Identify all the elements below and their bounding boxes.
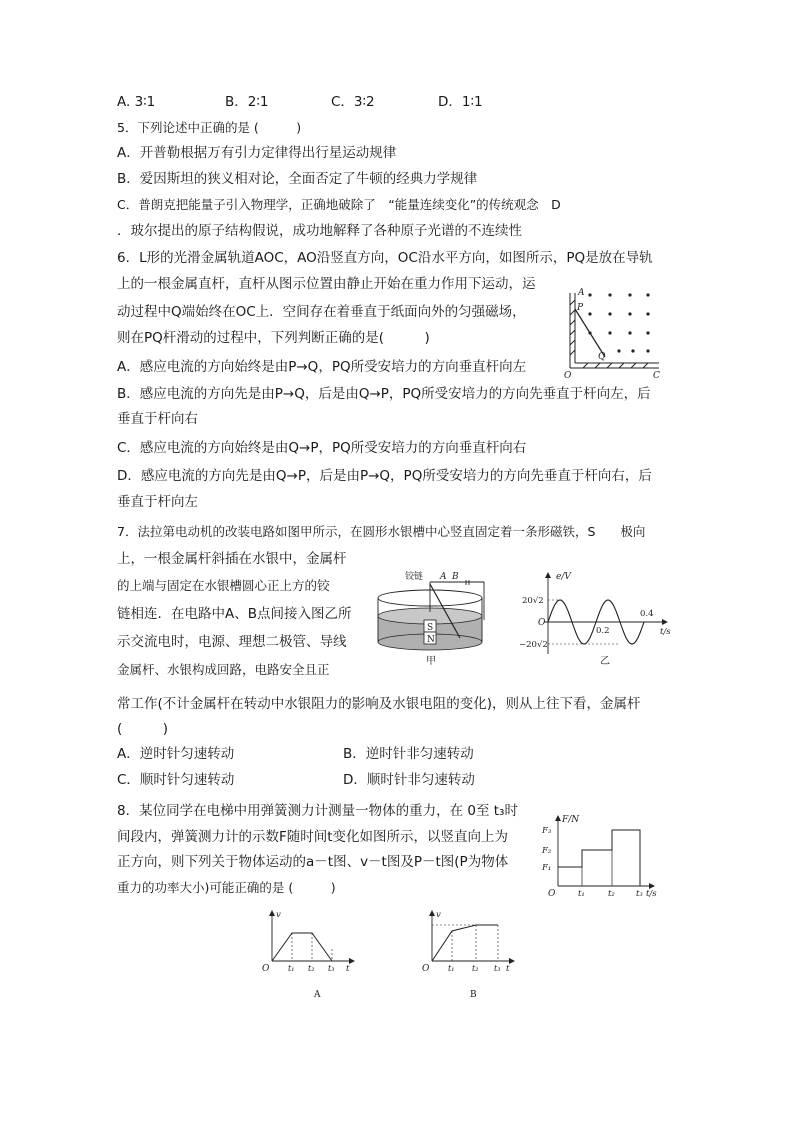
q6-label-q: Q <box>598 352 606 362</box>
q8-a-t1: t₁ <box>288 964 295 973</box>
q6-option-d-line2: 垂直于杆向左 <box>117 494 198 510</box>
q5-option-c: C．普朗克把能量子引入物理学，正确地破除了 “能量连续变化”的传统观念 D <box>117 197 561 212</box>
q8-b-t1: t₁ <box>448 964 455 973</box>
q7-yi-yneg: −20√2 <box>519 640 548 650</box>
q7-option-b: B．逆时针非匀速转动 <box>343 746 474 762</box>
q7-stem-line8: ( ) <box>117 721 169 737</box>
q8-stem-line4: 重力的功率大小)可能正确的是 ( ) <box>117 880 336 895</box>
q5-option-b: B．爱因斯坦的狭义相对论，全面否定了牛顿的经典力学规律 <box>117 171 478 187</box>
q6-label-c: C <box>653 371 660 380</box>
q8-stem-line2: 间段内，弹簧测力计的示数F随时间t变化如图所示，以竖直向上为 <box>117 829 509 845</box>
q8-f2-label: F₂ <box>542 846 552 856</box>
q8-f-ylabel: F/N <box>562 815 580 825</box>
q8-option-b-vt-figure <box>418 905 518 1005</box>
q7-option-a: A．逆时针匀速转动 <box>117 746 235 762</box>
q7-fig-yi-caption: 乙 <box>600 656 610 667</box>
q8-force-time-figure <box>540 812 665 900</box>
q8-b-t3: t₃ <box>494 964 501 973</box>
q8-f-t1: t₁ <box>578 889 585 899</box>
q8-b-t2: t₂ <box>472 964 479 973</box>
q8-f3-label: F₃ <box>542 826 552 836</box>
q5-option-a: A．开普勒根据万有引力定律得出行星运动规律 <box>117 145 397 161</box>
q7-stem-line2: 上，一根金属杆斜插在水银中，金属杆 <box>117 551 347 567</box>
q6-stem-line2: 上的一根金属直杆，直杆从图示位置由静止开始在重力作用下运动，运 <box>117 276 536 292</box>
q6-option-b-line2: 垂直于杆向右 <box>117 411 198 427</box>
q8-b-xlabel: t <box>506 964 510 974</box>
q8-option-a-vt-figure <box>258 905 358 1005</box>
q8-b-ylabel: v <box>436 910 441 920</box>
q6-stem-line4: 则在PQ杆滑动的过程中，下列判断正确的是( ) <box>117 330 430 346</box>
q7-yi-origin: O <box>538 618 546 628</box>
q7-option-d: D．顺时针非匀速转动 <box>343 772 475 788</box>
q7-ac-waveform-figure <box>518 568 678 668</box>
q7-yi-t2: 0.4 <box>640 609 654 619</box>
q7-yi-ylabel: e/V <box>556 572 571 582</box>
q8-f-t2: t₂ <box>608 889 615 899</box>
q8-a-caption: A <box>314 990 321 1000</box>
q8-f-xlabel: t/s <box>646 889 657 899</box>
q7-fig-jia-caption: 甲 <box>426 656 436 667</box>
q8-f1-label: F₁ <box>542 863 552 873</box>
q8-stem-line1: 8．某位同学在电梯中用弹簧测力计测量一物体的重力，在 0至 t₃时 <box>117 803 518 819</box>
q5-stem: 5．下列论述中正确的是 ( ) <box>117 120 302 135</box>
q7-yi-xlabel: t/s <box>660 627 671 637</box>
q6-option-b-line1: B．感应电流的方向先是由P→Q，后是由Q→P，PQ所受安培力的方向先垂直于杆向左，后 <box>117 386 651 402</box>
q7-mercury-tank-figure <box>372 568 500 668</box>
q6-option-d-line1: D．感应电流的方向先是由Q→P，后是由P→Q，PQ所受安培力的方向先垂直于杆向右，后 <box>117 468 652 484</box>
q8-b-origin: O <box>422 964 430 974</box>
q4-option-b: B．2∶1 <box>225 94 269 110</box>
q7-magnet-s-label: S <box>427 623 434 633</box>
q4-option-a: A. 3∶1 <box>117 94 156 110</box>
q4-option-d: D．1∶1 <box>438 94 483 110</box>
q8-stem-line3: 正方向，则下列关于物体运动的a－t图、v－t图及P－t图(P为物体 <box>117 854 509 870</box>
q6-option-c: C．感应电流的方向始终是由Q→P，PQ所受安培力的方向垂直杆向右 <box>117 440 527 456</box>
q8-b-caption: B <box>470 990 477 1000</box>
q6-option-a: A．感应电流的方向始终是由P→Q，PQ所受安培力的方向垂直杆向左 <box>117 359 527 375</box>
q7-stem-line4: 链相连．在电路中A、B点间接入图乙所 <box>117 606 352 622</box>
q7-stem-line6: 金属杆、水银构成回路，电路安全且正 <box>117 662 330 677</box>
q5-option-d: ．玻尔提出的原子结构假说，成功地解释了各种原子光谱的不连续性 <box>117 223 522 239</box>
q6-stem-line3: 动过程中Q端始终在OC上．空间存在着垂直于纸面向外的匀强磁场， <box>117 304 526 320</box>
q8-a-ylabel: v <box>276 910 281 920</box>
q8-a-t2: t₂ <box>308 964 315 973</box>
q6-label-o: O <box>564 371 572 380</box>
q7-hinge-label: 铰链 <box>405 572 424 582</box>
q6-label-p: P <box>577 303 584 313</box>
q7-stem-line1: 7．法拉第电动机的改装电路如图甲所示，在圆形水银槽中心竖直固定着一条形磁铁，S 极向 <box>117 524 646 539</box>
q7-option-c: C．顺时针匀速转动 <box>117 772 235 788</box>
q8-f-origin: O <box>548 889 556 899</box>
q6-rail-figure <box>563 285 668 380</box>
q7-stem-line3: 的上端与固定在水银槽圆心正上方的铰 <box>117 578 330 593</box>
q6-label-a: A <box>578 288 585 298</box>
q4-option-c: C．3∶2 <box>331 94 375 110</box>
q7-yi-t1: 0.2 <box>596 626 610 636</box>
q7-point-b-label: B <box>452 572 459 582</box>
q6-stem-line1: 6．L形的光滑金属轨道AOC，AO沿竖直方向，OC沿水平方向，如图所示，PQ是放在导轨 <box>117 250 653 266</box>
q7-point-a-label: A <box>440 572 447 582</box>
q7-stem-line7: 常工作(不计金属杆在转动中水银阻力的影响及水银电阻的变化)，则从上往下看，金属杆 <box>117 696 641 712</box>
q8-f-t3: t₃ <box>636 889 643 899</box>
q7-magnet-n-label: N <box>427 635 435 645</box>
q8-a-origin: O <box>262 964 270 974</box>
q7-yi-ypos: 20√2 <box>522 596 544 606</box>
q8-a-t3: t₃ <box>328 964 335 973</box>
q8-a-xlabel: t <box>346 964 350 974</box>
q7-stem-line5: 示交流电时，电源、理想二极管、导线 <box>117 634 347 650</box>
